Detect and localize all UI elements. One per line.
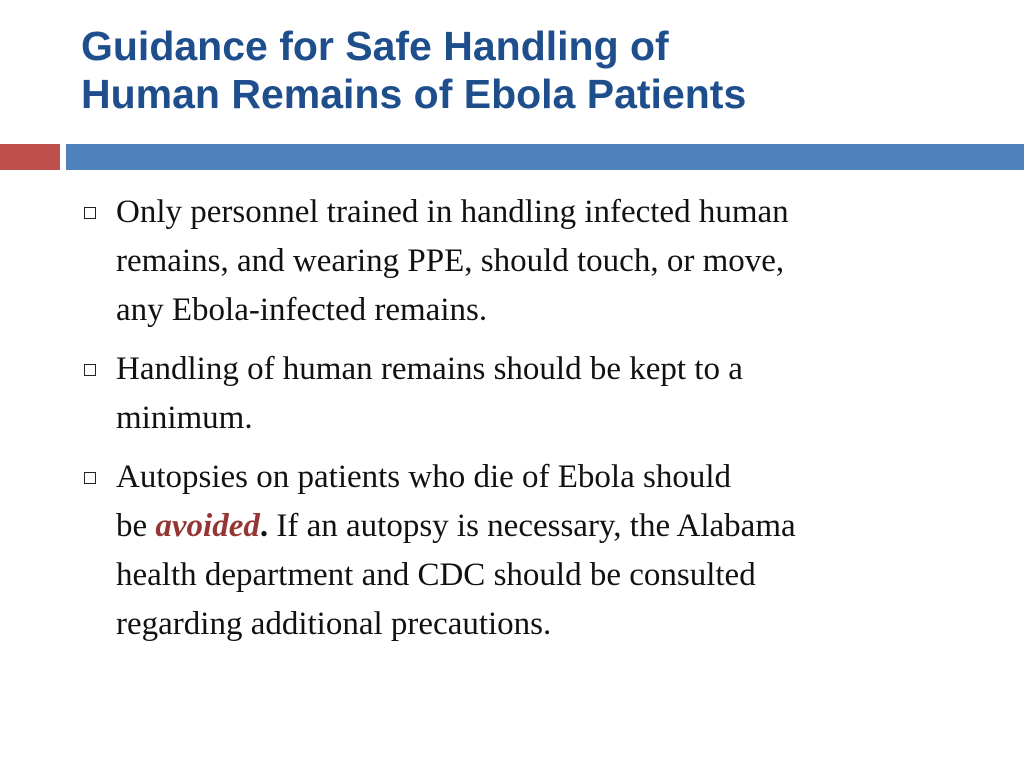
title-divider-red-bar xyxy=(0,144,60,170)
bullet-2-line-1: Handling of human remains should be kept to a xyxy=(116,351,743,387)
slide-title-line-1: Guidance for Safe Handling of xyxy=(81,23,669,69)
bullet-item-3 xyxy=(80,453,980,649)
emphasis-word: avoided xyxy=(155,508,260,544)
bullet-1-line-2: remains, and wearing PPE, should touch, or move, xyxy=(116,243,785,279)
emphasis-period: . xyxy=(259,508,269,544)
bullet-3-line-1: Autopsies on patients who die of Ebola should xyxy=(116,459,732,495)
bullet-3-line-2-prefix: be xyxy=(116,508,156,544)
bullet-1-line-3: any Ebola-infected remains. xyxy=(116,292,488,328)
bullet-3-line-2-rest: If an autopsy is necessary, the Alabama xyxy=(268,508,796,544)
title-divider-blue-bar xyxy=(66,144,1024,170)
bullet-1-line-1: Only personnel trained in handling infected human xyxy=(116,194,789,230)
bullet-3-line-3: health department and CDC should be consulted xyxy=(116,557,756,593)
bullet-list xyxy=(80,188,980,659)
bullet-item-1 xyxy=(80,188,980,335)
bullet-2-line-2: minimum. xyxy=(116,400,253,436)
slide-title xyxy=(81,22,1001,118)
square-bullet-icon xyxy=(84,207,96,219)
slide-title-line-2: Human Remains of Ebola Patients xyxy=(81,71,747,117)
bullet-item-2 xyxy=(80,345,980,443)
square-bullet-icon xyxy=(84,364,96,376)
bullet-3-line-2 xyxy=(116,502,980,551)
bullet-3-line-4: regarding additional precautions. xyxy=(116,606,552,642)
square-bullet-icon xyxy=(84,472,96,484)
